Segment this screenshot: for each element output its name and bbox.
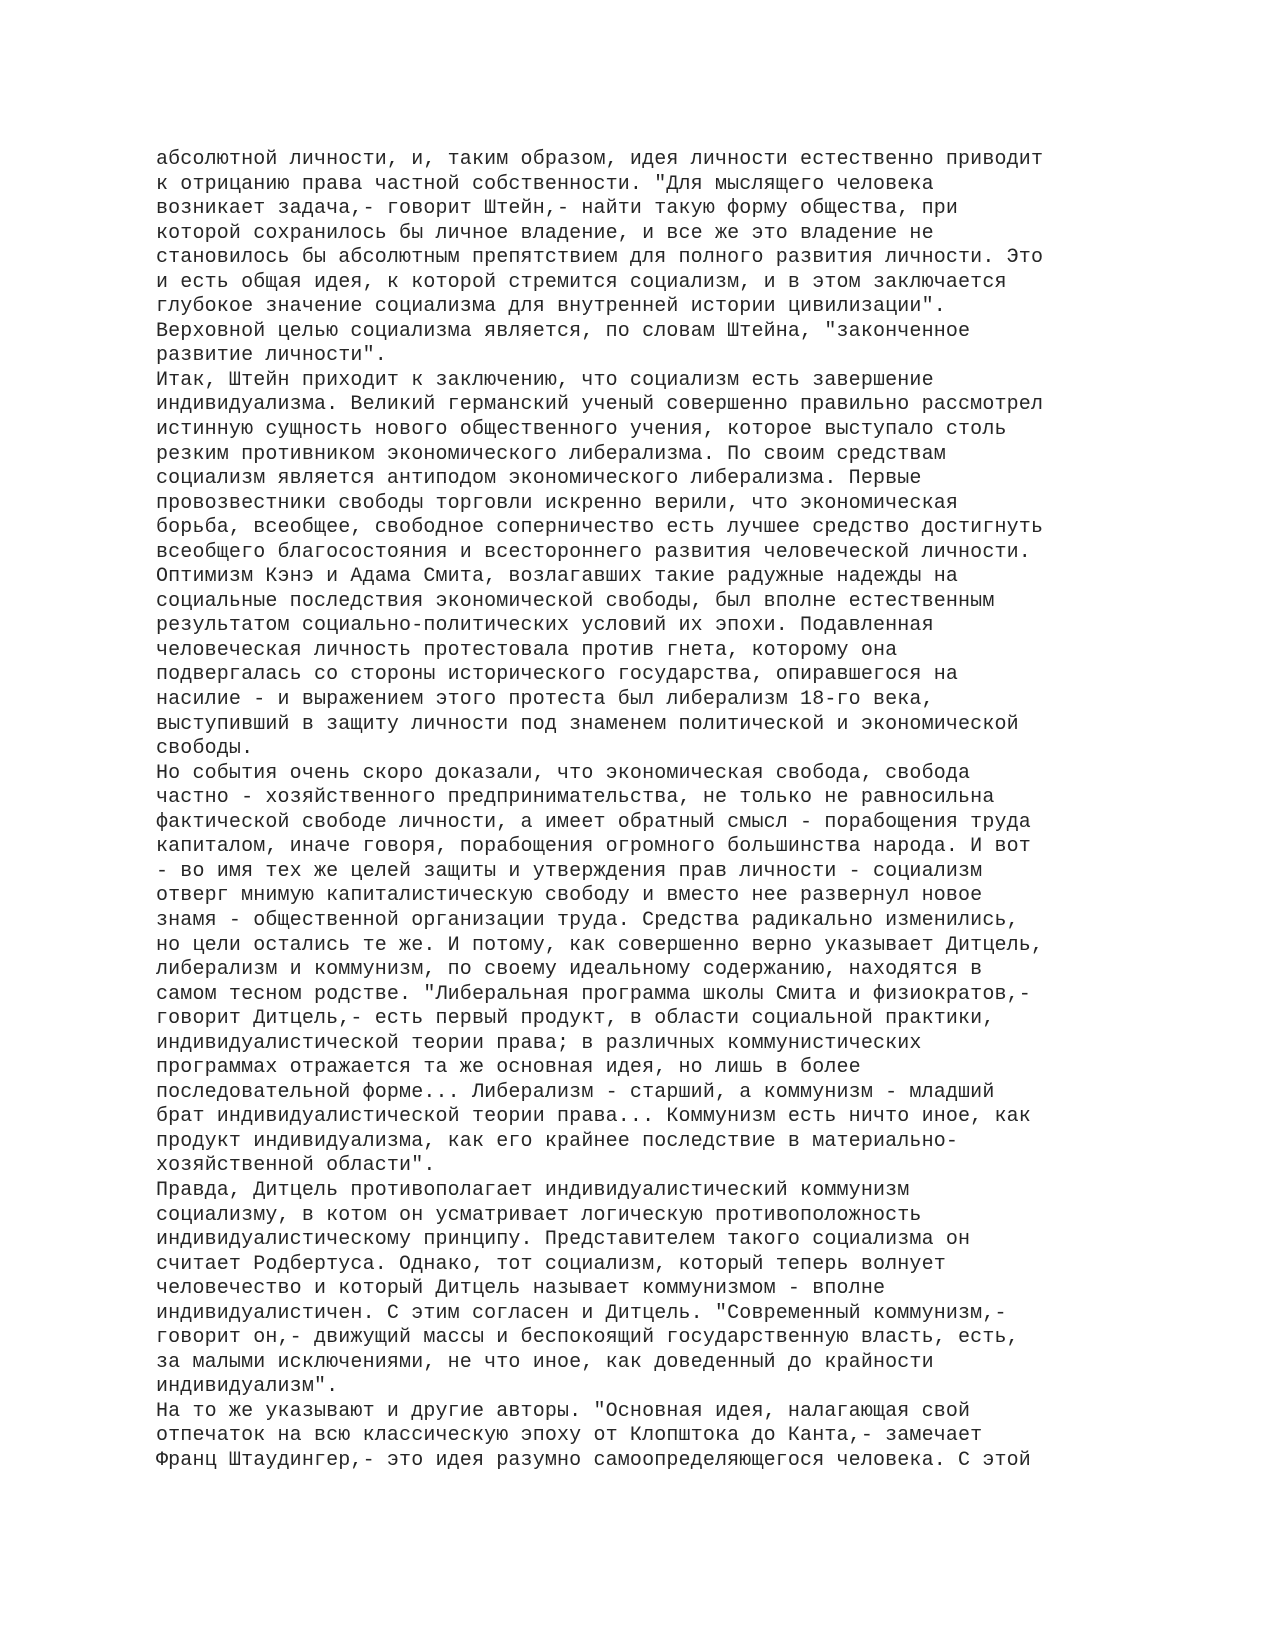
text-line: глубокое значение социализма для внутренней истории цивилизации". <box>156 295 946 319</box>
text-line: отпечаток на всю классическую эпоху от Клопштока до Канта,- замечает <box>156 1424 983 1448</box>
text-line: говорит Дитцель,- есть первый продукт, в области социальной практики, <box>156 1007 995 1031</box>
text-line: капиталом, иначе говоря, порабощения огромного большинства народа. И вот <box>156 835 1031 859</box>
text-line: человеческая личность протестовала против гнета, которому она <box>156 638 898 662</box>
text-line: социальные последствия экономической свободы, был вполне естественным <box>156 589 995 613</box>
text-line: к отрицанию права частной собственности. "Для мыслящего человека <box>156 172 934 196</box>
text-line: брат индивидуалистической теории права... Коммунизм есть ничто иное, как <box>156 1105 1031 1129</box>
text-line: Верховной целью социализма является, по словам Штейна, "законченное <box>156 319 971 343</box>
text-line: становилось бы абсолютным препятствием для полного развития личности. Это <box>156 246 1044 270</box>
text-line: отверг мнимую капиталистическую свободу и вместо нее развернул новое <box>156 884 983 908</box>
text-line: свободы. <box>156 737 254 761</box>
text-line: Оптимизм Кэнэ и Адама Смита, возлагавших такие радужные надежды на <box>156 565 959 589</box>
text-line: но цели остались те же. И потому, как совершенно верно указывает Дитцель, <box>156 933 1044 957</box>
text-line: подвергалась со стороны исторического государства, опиравшегося на <box>156 663 959 687</box>
text-line: Итак, Штейн приходит к заключению, что социализм есть завершение <box>156 368 934 392</box>
text-line: частно - хозяйственного предпринимательства, не только не равносильна <box>156 786 995 810</box>
text-line: Франц Штаудингер,- это идея разумно самоопределяющегося человека. С этой <box>156 1448 1031 1472</box>
text-line: социализму, в котом он усматривает логическую противоположность <box>156 1203 922 1227</box>
text-line: борьба, всеобщее, свободное соперничество есть лучшее средство достигнуть <box>156 516 1044 540</box>
text-line: и есть общая идея, к которой стремится социализм, и в этом заключается <box>156 270 1007 294</box>
text-line: развитие личности". <box>156 344 387 368</box>
text-line: всеобщего благосостояния и всестороннего развития человеческой личности. <box>156 540 1031 564</box>
text-line: индивидуалистичен. С этим согласен и Дитцель. "Современный коммунизм,- <box>156 1301 1007 1325</box>
text-line: знамя - общественной организации труда. Средства радикально изменились, <box>156 908 1019 932</box>
text-line: провозвестники свободы торговли искренно верили, что экономическая <box>156 491 959 515</box>
text-line: истинную сущность нового общественного учения, которое выступало столь <box>156 418 1007 442</box>
text-line: продукт индивидуализма, как его крайнее последствие в материально- <box>156 1129 959 1153</box>
text-line: абсолютной личности, и, таким образом, идея личности естественно приводит <box>156 148 1044 171</box>
text-line: Правда, Дитцель противополагает индивидуалистический коммунизм <box>156 1178 910 1202</box>
text-line: Но события очень скоро доказали, что экономическая свобода, свобода <box>156 761 971 785</box>
text-line: человечество и который Дитцель называет коммунизмом - вполне <box>156 1277 886 1301</box>
text-line: результатом социально-политических условий их эпохи. Подавленная <box>156 614 934 638</box>
text-line: выступивший в защиту личности под знаменем политической и экономической <box>156 712 1019 736</box>
body-text <box>156 148 1156 1474</box>
text-line: индивидуализм". <box>156 1375 339 1399</box>
text-line: индивидуализма. Великий германский ученый совершенно правильно рассмотрел <box>156 393 1044 417</box>
text-line: социализм является антиподом экономического либерализма. Первые <box>156 467 922 491</box>
text-line: индивидуалистической теории права; в различных коммунистических <box>156 1031 922 1055</box>
text-line: индивидуалистическому принципу. Представителем такого социализма он <box>156 1228 971 1252</box>
text-line: говорит он,- движущий массы и беспокоящий государственную власть, есть, <box>156 1326 1019 1350</box>
text-line: резким противником экономического либерализма. По своим средствам <box>156 442 946 466</box>
text-line: хозяйственной области". <box>156 1154 436 1178</box>
text-line: насилие - и выражением этого протеста был либерализм 18-го века, <box>156 688 934 712</box>
text-line: за малыми исключениями, не что иное, как доведенный до крайности <box>156 1350 934 1374</box>
text-line: - во имя тех же целей защиты и утверждения прав личности - социализм <box>156 859 983 883</box>
text-line: самом тесном родстве. "Либеральная программа школы Смита и физиократов,- <box>156 982 1031 1006</box>
text-line: либерализм и коммунизм, по своему идеальному содержанию, находятся в <box>156 958 983 982</box>
text-line: возникает задача,- говорит Штейн,- найти такую форму общества, при <box>156 197 959 221</box>
text-line: фактической свободе личности, а имеет обратный смысл - порабощения труда <box>156 810 1031 834</box>
text-line: программах отражается та же основная идея, но лишь в более <box>156 1056 861 1080</box>
text-line: последовательной форме... Либерализм - старший, а коммунизм - младший <box>156 1080 995 1104</box>
text-line: На то же указывают и другие авторы. "Основная идея, налагающая свой <box>156 1399 971 1423</box>
text-line: считает Родбертуса. Однако, тот социализм, который теперь волнует <box>156 1252 946 1276</box>
text-line: которой сохранилось бы личное владение, и все же это владение не <box>156 221 934 245</box>
